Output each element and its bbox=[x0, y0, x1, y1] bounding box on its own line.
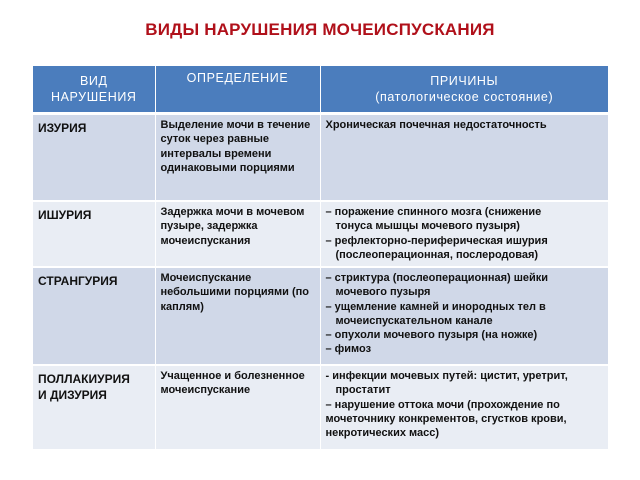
cause-line: – нарушение оттока мочи (прохождение по bbox=[325, 398, 560, 411]
row-causes bbox=[320, 114, 608, 202]
table-row bbox=[33, 365, 608, 450]
header-causes bbox=[320, 66, 608, 114]
cause-line: – фимоз bbox=[325, 343, 372, 356]
row-type-line2: И ДИЗУРИЯ bbox=[38, 387, 107, 402]
row-type: ИЗУРИЯ bbox=[33, 114, 155, 202]
table-row bbox=[33, 114, 608, 202]
cause-line: мочеточнику конкрементов, сгустков крови, bbox=[325, 412, 567, 425]
header-type-line1: ВИД bbox=[79, 73, 108, 88]
cause-line: – опухоли мочевого пузыря (на ножке) bbox=[325, 329, 538, 342]
header-definition-label: ОПРЕДЕЛЕНИЕ bbox=[186, 71, 289, 85]
row-definition: Задержка мочи в мочевом пузыре, задержка мочеиспускания bbox=[155, 201, 320, 267]
row-type-line1: ПОЛЛАКИУРИЯ bbox=[38, 372, 130, 386]
cause-line: Хроническая почечная недостаточность bbox=[325, 119, 547, 131]
row-definition: Мочеиспускание небольшими порциями (по каплям) bbox=[155, 267, 320, 365]
cause-line: – ущемление камней и инородных тел в bbox=[325, 300, 546, 313]
row-type: СТРАНГУРИЯ bbox=[33, 267, 155, 365]
cause-line: (послеоперационная, послеродовая) bbox=[335, 248, 539, 261]
table-row bbox=[33, 201, 608, 267]
cause-line: – стриктура (послеоперационная) шейки bbox=[325, 272, 549, 284]
cause-line: простатит bbox=[335, 384, 391, 397]
header-causes-line1: ПРИЧИНЫ bbox=[430, 73, 499, 88]
cause-line: мочеиспускательном канале bbox=[335, 314, 493, 327]
table-row bbox=[33, 267, 608, 365]
row-causes bbox=[320, 267, 608, 365]
row-causes bbox=[320, 201, 608, 267]
row-type bbox=[33, 365, 155, 450]
row-definition: Учащенное и болезненное мочеиспускание bbox=[155, 365, 320, 450]
cause-line: – поражение спинного мозга (снижение bbox=[325, 206, 542, 218]
row-causes bbox=[320, 365, 608, 450]
header-definition bbox=[155, 66, 320, 114]
header-causes-line2: (патологическое состояние) bbox=[375, 90, 554, 104]
header-type bbox=[33, 66, 155, 114]
page-title: ВИДЫ НАРУШЕНИЯ МОЧЕИСПУСКАНИЯ bbox=[145, 20, 495, 39]
row-definition: Выделение мочи в течение суток через равные интервалы времени одинаковыми порциями bbox=[155, 114, 320, 202]
table-header-row bbox=[33, 66, 608, 114]
header-type-line2: НАРУШЕНИЯ bbox=[50, 90, 137, 104]
cause-line: мочевого пузыря bbox=[335, 286, 431, 299]
cause-line: тонуса мышцы мочевого пузыря) bbox=[335, 220, 520, 233]
disorders-table bbox=[33, 66, 608, 451]
row-type: ИШУРИЯ bbox=[33, 201, 155, 267]
cause-line: – рефлекторно-периферическая ишурия bbox=[325, 234, 548, 247]
cause-line: - инфекции мочевых путей: цистит, уретрит, bbox=[325, 370, 568, 382]
cause-line: некротических масс) bbox=[325, 427, 440, 440]
